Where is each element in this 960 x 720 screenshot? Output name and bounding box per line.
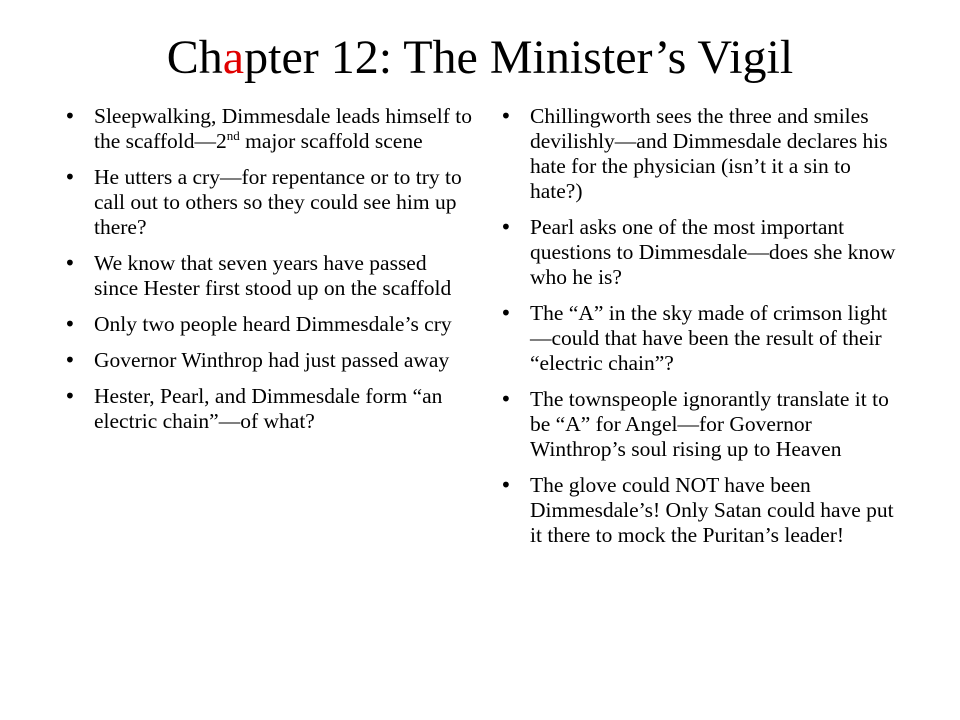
bullet-item: • Chillingworth sees the three and smiles devilishly—and Dimmesdale declares his hate for the physician (isn’t it a sin to hate?) xyxy=(500,104,905,204)
bullet-text-continued: major scaffold scene xyxy=(239,129,423,153)
bullet-item xyxy=(64,104,474,154)
bullet-item: • The glove could NOT have been Dimmesdale’s! Only Satan could have put it there to mock the Puritan’s leader! xyxy=(500,473,905,548)
title-accent-letter: a xyxy=(222,31,245,84)
right-bullet-list xyxy=(500,104,905,559)
slide-title xyxy=(0,28,960,88)
title-part-2: pter 12: The Minister’s Vigil xyxy=(244,31,794,84)
bullet-item: • He utters a cry—for repentance or to try to call out to others so they could see him up there? xyxy=(64,165,474,240)
title-part-1: Ch xyxy=(166,31,223,84)
bullet-text: Sleepwalking, Dimmesdale leads himself to the scaffold—2 xyxy=(94,104,472,153)
bullet-item: • Hester, Pearl, and Dimmesdale form “an electric chain”—of what? xyxy=(64,384,474,434)
bullet-superscript: nd xyxy=(226,127,240,143)
bullet-item: • Governor Winthrop had just passed away xyxy=(64,348,474,373)
bullet-item: • The “A” in the sky made of crimson light—could that have been the result of their “electric chain”? xyxy=(500,301,905,376)
bullet-item: • Only two people heard Dimmesdale’s cry xyxy=(64,312,474,337)
bullet-item: • We know that seven years have passed since Hester first stood up on the scaffold xyxy=(64,251,474,301)
bullet-item: • Pearl asks one of the most important questions to Dimmesdale—does she know who he is? xyxy=(500,215,905,290)
bullet-item: • The townspeople ignorantly translate it to be “A” for Angel—for Governor Winthrop’s soul rising up to Heaven xyxy=(500,387,905,462)
left-bullet-list xyxy=(64,104,474,445)
